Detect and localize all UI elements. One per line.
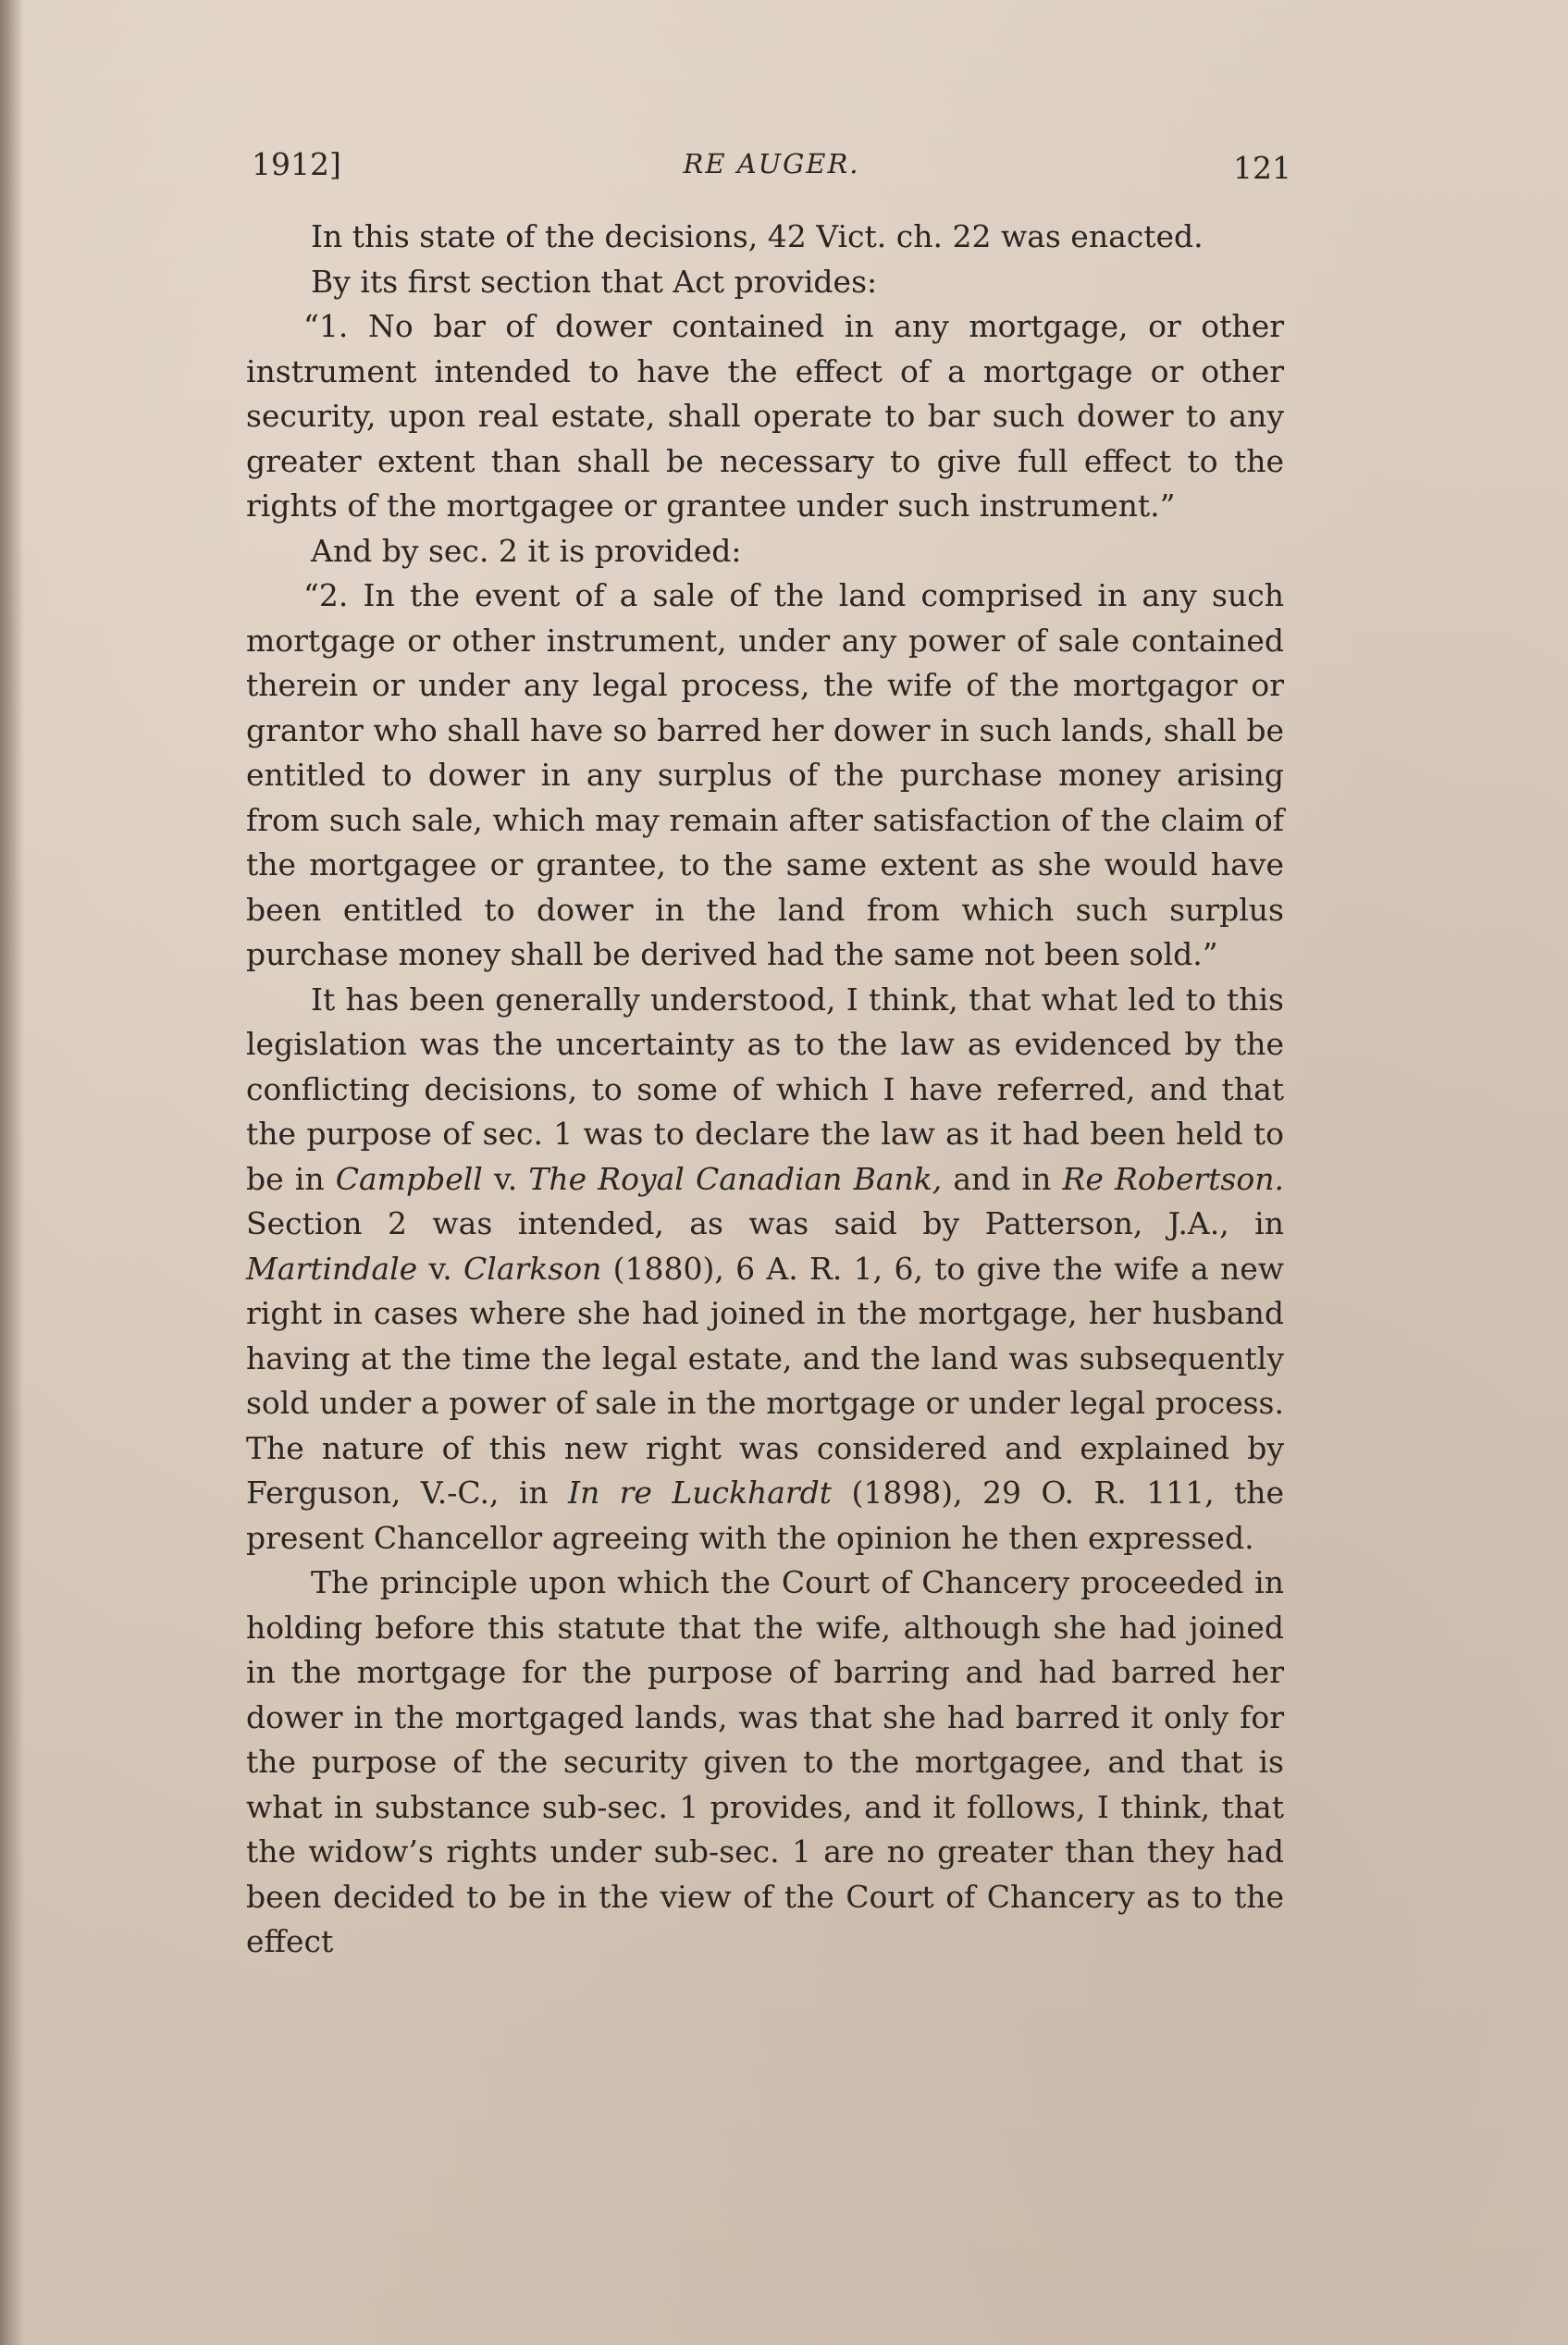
case-name: Campbell — [335, 1160, 483, 1197]
text-run: (1898), 29 O. R. 111, the present Chancellor agreeing with the opinion he then expressed. — [246, 1475, 1284, 1556]
paragraph-court-principle: The principle upon which the Court of Chancery proceeded in holding before this statute that the wife, although she had joined in the mortgage for the purpose of barring and had barred her dower in the mortgaged lands, was that she had barred it only for the purpose of the security given to the mortgagee, and that is what in substance sub-sec. 1 provides, and it follows, I think, that the widow’s rights under sub-sec. 1 are no greater than they had been decided to be in the view of the Court of Chancery as to the effect — [246, 1564, 1284, 1959]
paragraph-sec-2-intro: And by sec. 2 it is provided: — [311, 532, 742, 569]
running-header — [252, 146, 1291, 192]
text-run: and in — [942, 1160, 1063, 1197]
case-name: Clarkson — [463, 1250, 602, 1287]
text-run: v. — [482, 1160, 529, 1197]
paragraph-legislation-purpose — [246, 978, 1284, 1561]
case-name: The Royal Canadian Bank, — [528, 1160, 943, 1197]
paragraph-enactment: In this state of the decisions, 42 Vict. ch. 22 was enacted. — [311, 218, 1204, 254]
text-run: (1880), 6 A. R. 1, 6, to give the wife a new right in cases where she had joined in the mortgage, her husband having at the time the legal estate, and the land was subsequently sold under a power of sale in the mortgage or under legal process. The nature of this new right was considered and explained by Ferguson, V.-C., in — [246, 1250, 1284, 1511]
text-run: Section 2 was intended, as was said by Patterson, J.A., in — [246, 1205, 1284, 1241]
quote-section-2: “2. In the event of a sale of the land comprised in any such mortgage or other instrument, under any power of sale contained therein or under any legal process, the wife of the mortgagor or grantor who shall have so barred her dower in such lands, shall be entitled to dower in any surplus of the purchase money arising from such sale, which may remain after satisfaction of the claim of the mortgagee or grantee, to the same extent as she would have been entitled to dower in the land from which such surplus purchase money shall be derived had the same not been sold.” — [246, 577, 1284, 972]
paragraph-first-section: By its first section that Act provides: — [311, 263, 878, 300]
header-year: 1912] — [252, 146, 341, 182]
case-name: In re Luckhardt — [568, 1475, 833, 1511]
page-number: 121 — [1233, 150, 1291, 186]
case-name: Martindale — [246, 1250, 418, 1287]
running-title: RE AUGER. — [683, 148, 860, 179]
text-run: v. — [417, 1250, 464, 1287]
binding-shadow — [0, 0, 24, 2345]
quote-section-1: “1. No bar of dower contained in any mortgage, or other instrument intended to have the effect of a mortgage or other security, upon real estate, shall operate to bar such dower to any greater extent than shall be necessary to give full effect to the rights of the mortgagee or grantee under such instrument.” — [246, 308, 1284, 524]
text-run: It has been generally understood, I think, that what led to this legislation was the uncertainty as to the law as evidenced by the conflicting decisions, to some of which I have referred, and that the purpose of sec. 1 was to declare the law as it had been held to be in — [246, 981, 1284, 1197]
body-text — [246, 215, 1284, 1965]
case-name: Re Robertson. — [1062, 1160, 1284, 1197]
